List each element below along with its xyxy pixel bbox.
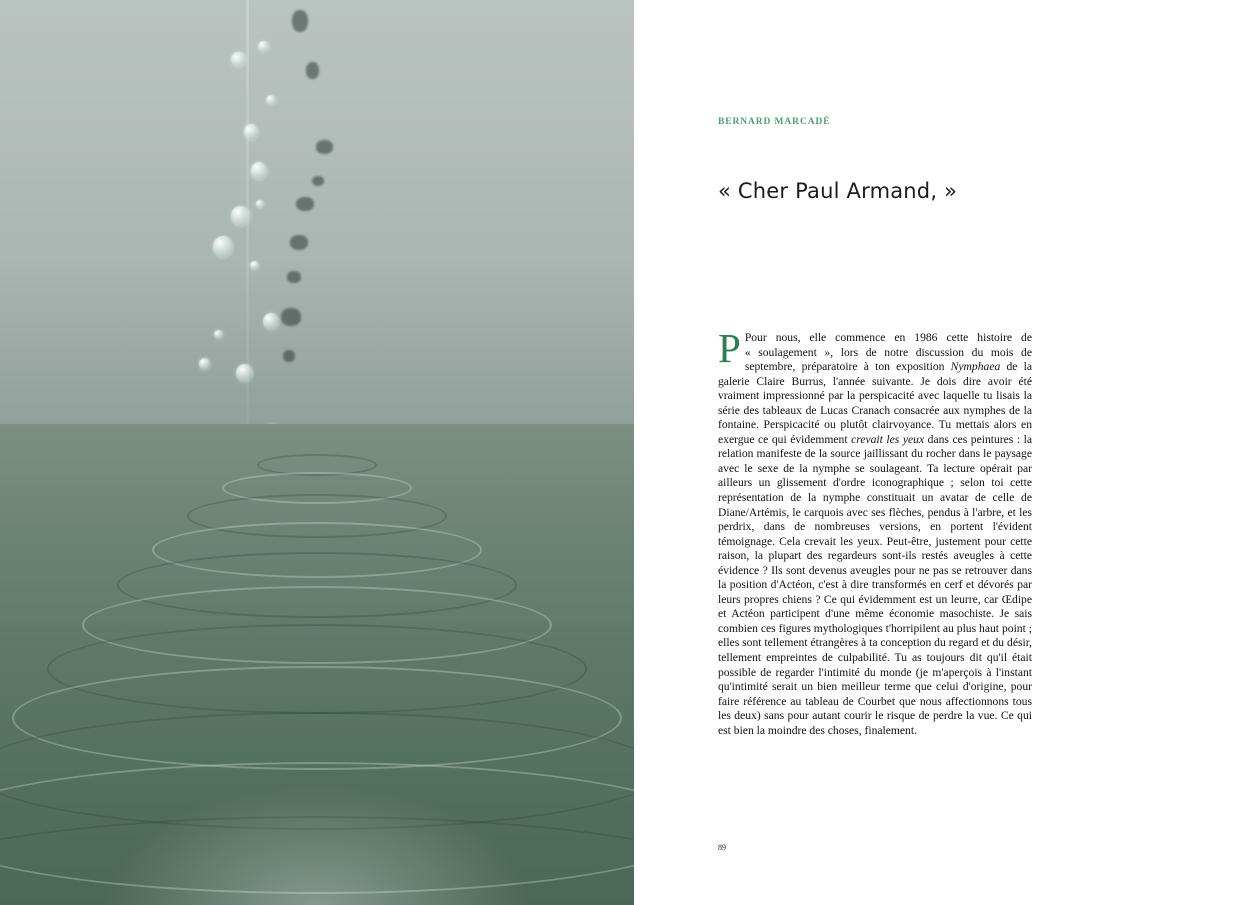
- droplet-shadow: [281, 308, 301, 326]
- droplet-glint: [263, 313, 279, 330]
- droplet-glint: [236, 364, 253, 382]
- page-number: 89: [718, 843, 726, 852]
- droplet-shadow: [316, 140, 333, 154]
- drop-cap: P: [718, 325, 741, 371]
- droplet-shadow: [312, 176, 324, 186]
- page-title: « Cher Paul Armand, »: [718, 179, 958, 204]
- droplet-glint: [231, 206, 250, 226]
- droplet-glint: [258, 41, 269, 52]
- droplet-glint: [214, 330, 223, 339]
- article-author: BERNARD MARCADÉ: [718, 117, 831, 127]
- droplet-shadow: [287, 271, 301, 283]
- droplet-shadow: [283, 350, 295, 362]
- droplet-shadow: [290, 235, 308, 250]
- droplet-glint: [231, 52, 246, 67]
- article-body: [718, 325, 1032, 738]
- droplet-glint: [266, 95, 276, 105]
- droplet-shadow: [306, 62, 319, 79]
- splash-highlight: [102, 785, 532, 905]
- article-body-text: Pour nous, elle commence en 1986 cette histoire de « soulagement », lors de notre discussion du mois de septembre, préparatoire à ton exposition Nymphaea de la galerie Claire Burrus, l'année suivante. Je dois dire avoir été vraiment impressionné par la perspicacité avec laquelle tu lisais la série des tableaux de Lucas Cranach consacrée aux nymphes de la fontaine. Perspicacité ou plutôt clairvoyance. Tu mettais alors en exergue ce qui évidemment crevait les yeux dans ces peintures : la relation manifeste de la source jaillissant du rocher dans le paysage avec le sexe de la nymphe se soulageant. Ta lecture opérait par ailleurs un glissement d'ordre iconographique ; selon toi cette représentation de la nymphe constituait un avatar de celle de Diane/Artémis, le carquois avec ses flèches, pendus à l'arbre, et les perdrix, dans de nombreuses versions, en portent l'évident témoignage. Cela crevait les yeux. Peut-être, justement pour cette raison, la plupart des regardeurs sont-ils restés aveugles à cette évidence ? Ils sont devenus aveugles pour ne pas se retrouver dans la position d'Actéon, c'est à dire transformés en cerf et dévorés par leurs propres chiens ? Ce qui évidemment est un leurre, car Œdipe et Actéon participent d'une même économie masochiste. Je sais combien ces figures mythologiques t'horripilent au plus haut point ; elles sont tellement étrangères à ta conception du regard et du désir, tellement empreintes de culpabilité. Tu as toujours dit qu'il était possible de regarder l'intimité du monde (je m'aperçois à l'instant qu'intimité serait un bien meilleur terme que celui d'origine, pour faire référence au tableau de Courbet que nous affectionnons tous les deux) sans pour autant courir le risque de perdre la vue. Ce qui est bien la moindre des choses, finalement.: [718, 331, 1032, 737]
- droplet-glint: [199, 358, 210, 370]
- droplet-glint: [256, 200, 264, 208]
- droplet-glint: [213, 236, 233, 258]
- droplet-glint: [244, 124, 258, 140]
- water-ripples: [0, 424, 634, 905]
- droplet-glint: [251, 162, 267, 180]
- droplet-glint: [250, 261, 259, 270]
- droplet-shadow: [296, 197, 314, 211]
- droplet-shadow: [292, 10, 308, 32]
- article-page: [634, 0, 1259, 905]
